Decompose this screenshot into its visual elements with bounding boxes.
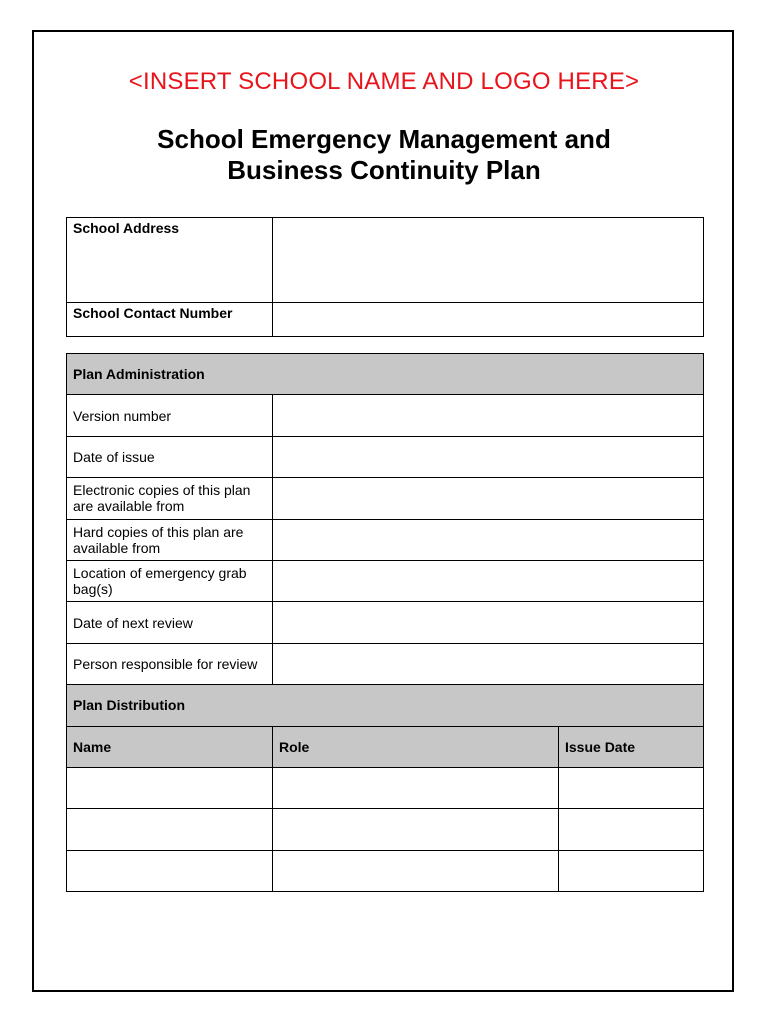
distribution-role-field[interactable] bbox=[273, 809, 559, 850]
date-of-issue-label: Date of issue bbox=[67, 436, 273, 477]
admin-row bbox=[67, 643, 704, 684]
school-address-field[interactable] bbox=[273, 218, 704, 303]
admin-row bbox=[67, 602, 704, 643]
grab-bag-location-field[interactable] bbox=[273, 560, 704, 601]
hard-copies-field[interactable] bbox=[273, 519, 704, 560]
distribution-issue-date-field[interactable] bbox=[559, 809, 704, 850]
distribution-name-field[interactable] bbox=[67, 767, 273, 808]
distribution-role-field[interactable] bbox=[273, 850, 559, 891]
document-title-line-1: School Emergency Management and bbox=[157, 124, 611, 154]
document-title-line-2: Business Continuity Plan bbox=[227, 155, 541, 185]
school-name-logo-placeholder: <INSERT SCHOOL NAME AND LOGO HERE> bbox=[128, 68, 640, 95]
school-contact-number-label: School Contact Number bbox=[67, 303, 273, 337]
admin-row bbox=[67, 519, 704, 560]
column-header-name: Name bbox=[67, 726, 273, 767]
distribution-issue-date-field[interactable] bbox=[559, 767, 704, 808]
admin-row bbox=[67, 436, 704, 477]
distribution-row bbox=[67, 809, 704, 850]
admin-row bbox=[67, 478, 704, 519]
distribution-row bbox=[67, 767, 704, 808]
plan-administration-heading: Plan Administration bbox=[67, 354, 704, 395]
column-header-issue-date: Issue Date bbox=[559, 726, 704, 767]
column-header-role: Role bbox=[273, 726, 559, 767]
admin-row bbox=[67, 560, 704, 601]
version-number-label: Version number bbox=[67, 395, 273, 436]
admin-row bbox=[67, 395, 704, 436]
distribution-issue-date-field[interactable] bbox=[559, 850, 704, 891]
next-review-date-field[interactable] bbox=[273, 602, 704, 643]
date-of-issue-field[interactable] bbox=[273, 436, 704, 477]
review-person-field[interactable] bbox=[273, 643, 704, 684]
distribution-role-field[interactable] bbox=[273, 767, 559, 808]
electronic-copies-label: Electronic copies of this plan are available from bbox=[67, 478, 273, 519]
plan-administration-table bbox=[66, 353, 704, 892]
school-contact-number-field[interactable] bbox=[273, 303, 704, 337]
school-address-label: School Address bbox=[67, 218, 273, 303]
plan-distribution-heading: Plan Distribution bbox=[67, 685, 704, 726]
school-details-table bbox=[66, 217, 704, 337]
review-person-label: Person responsible for review bbox=[67, 643, 273, 684]
grab-bag-location-label: Location of emergency grab bag(s) bbox=[67, 560, 273, 601]
version-number-field[interactable] bbox=[273, 395, 704, 436]
distribution-name-field[interactable] bbox=[67, 809, 273, 850]
next-review-date-label: Date of next review bbox=[67, 602, 273, 643]
electronic-copies-field[interactable] bbox=[273, 478, 704, 519]
distribution-row bbox=[67, 850, 704, 891]
distribution-name-field[interactable] bbox=[67, 850, 273, 891]
hard-copies-label: Hard copies of this plan are available from bbox=[67, 519, 273, 560]
document-title bbox=[0, 124, 768, 186]
